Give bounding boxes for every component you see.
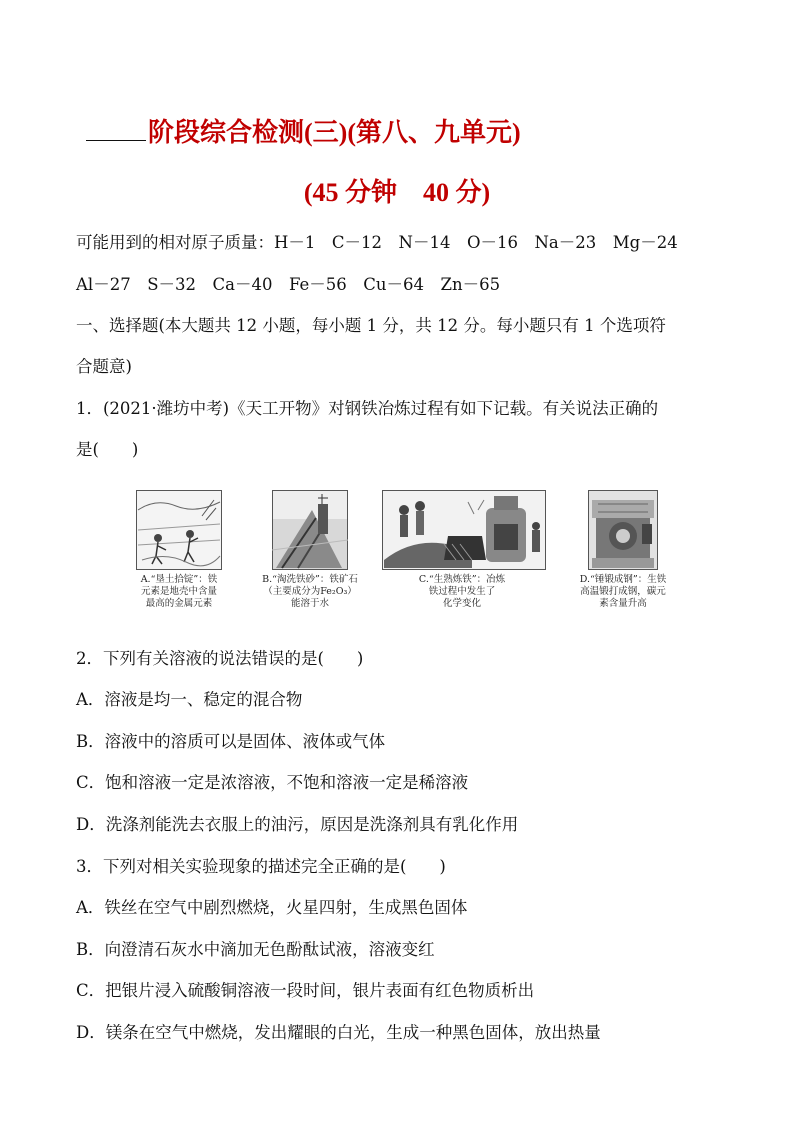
q2-option-c: C．饱和溶液一定是浓溶液，不饱和溶液一定是稀溶液 bbox=[76, 773, 469, 792]
q2-option-a: A．溶液是均一、稳定的混合物 bbox=[76, 690, 303, 709]
figure-d bbox=[588, 490, 658, 570]
smelting-furnace-illustration-icon bbox=[382, 490, 546, 570]
title-blank bbox=[86, 139, 146, 141]
q2-option-b: B．溶液中的溶质可以是固体、液体或气体 bbox=[76, 732, 386, 751]
figure-b bbox=[272, 490, 348, 570]
page-subtitle: (45 分钟 40 分) bbox=[303, 178, 491, 207]
ore-washing-photo-icon bbox=[272, 490, 348, 570]
figure-a bbox=[136, 490, 222, 570]
q1-stem-line-2: 是( ) bbox=[76, 440, 139, 459]
atomic-mass-line-2: Al－27 S－32 Ca－40 Fe－56 Cu－64 Zn－65 bbox=[76, 275, 501, 294]
figure-b-caption: B.“淘洗铁砂”：铁矿石 （主要成分为Fe₂O₃） 能溶于水 bbox=[262, 574, 358, 609]
ancient-mining-illustration-icon bbox=[136, 490, 222, 570]
q1-figures bbox=[120, 490, 690, 620]
q3-option-c: C．把银片浸入硫酸铜溶液一段时间，银片表面有红色物质析出 bbox=[76, 981, 535, 1000]
section-heading-line-1: 一、选择题(本大题共 12 小题，每小题 1 分，共 12 分。每小题只有 1 个选项符 bbox=[76, 316, 666, 335]
q2-option-d: D．洗涤剂能洗去衣服上的油污，原因是洗涤剂具有乳化作用 bbox=[76, 815, 519, 834]
q3-option-b: B．向澄清石灰水中滴加无色酚酞试液，溶液变红 bbox=[76, 940, 435, 959]
forging-machine-photo-icon bbox=[588, 490, 658, 570]
figure-c-caption: C.“生熟炼铁”：冶炼 铁过程中发生了 化学变化 bbox=[418, 574, 506, 609]
q1-stem-line-1: 1．(2021·潍坊中考)《天工开物》对钢铁冶炼过程有如下记载。有关说法正确的 bbox=[76, 399, 659, 418]
q2-stem: 2．下列有关溶液的说法错误的是( ) bbox=[76, 649, 364, 668]
figure-c bbox=[382, 490, 546, 570]
figure-d-caption: D.“锤锻成钢”：生铁 高温锻打成钢，碳元 素含量升高 bbox=[579, 574, 667, 609]
section-heading-line-2: 合题意) bbox=[76, 357, 132, 376]
q3-option-a: A．铁丝在空气中剧烈燃烧，火星四射，生成黑色固体 bbox=[76, 898, 468, 917]
title-text: 阶段综合检测(三)(第八、九单元) bbox=[148, 118, 521, 147]
q3-stem: 3．下列对相关实验现象的描述完全正确的是( ) bbox=[76, 857, 446, 876]
q3-option-d: D．镁条在空气中燃烧，发出耀眼的白光，生成一种黑色固体，放出热量 bbox=[76, 1023, 601, 1042]
atomic-mass-line-1: 可能用到的相对原子质量：H－1 C－12 N－14 O－16 Na－23 Mg－24 bbox=[76, 233, 678, 252]
figure-a-caption: A.“垦土拾锭”：铁 元素是地壳中含量 最高的金属元素 bbox=[140, 574, 218, 609]
page-title bbox=[86, 112, 726, 149]
